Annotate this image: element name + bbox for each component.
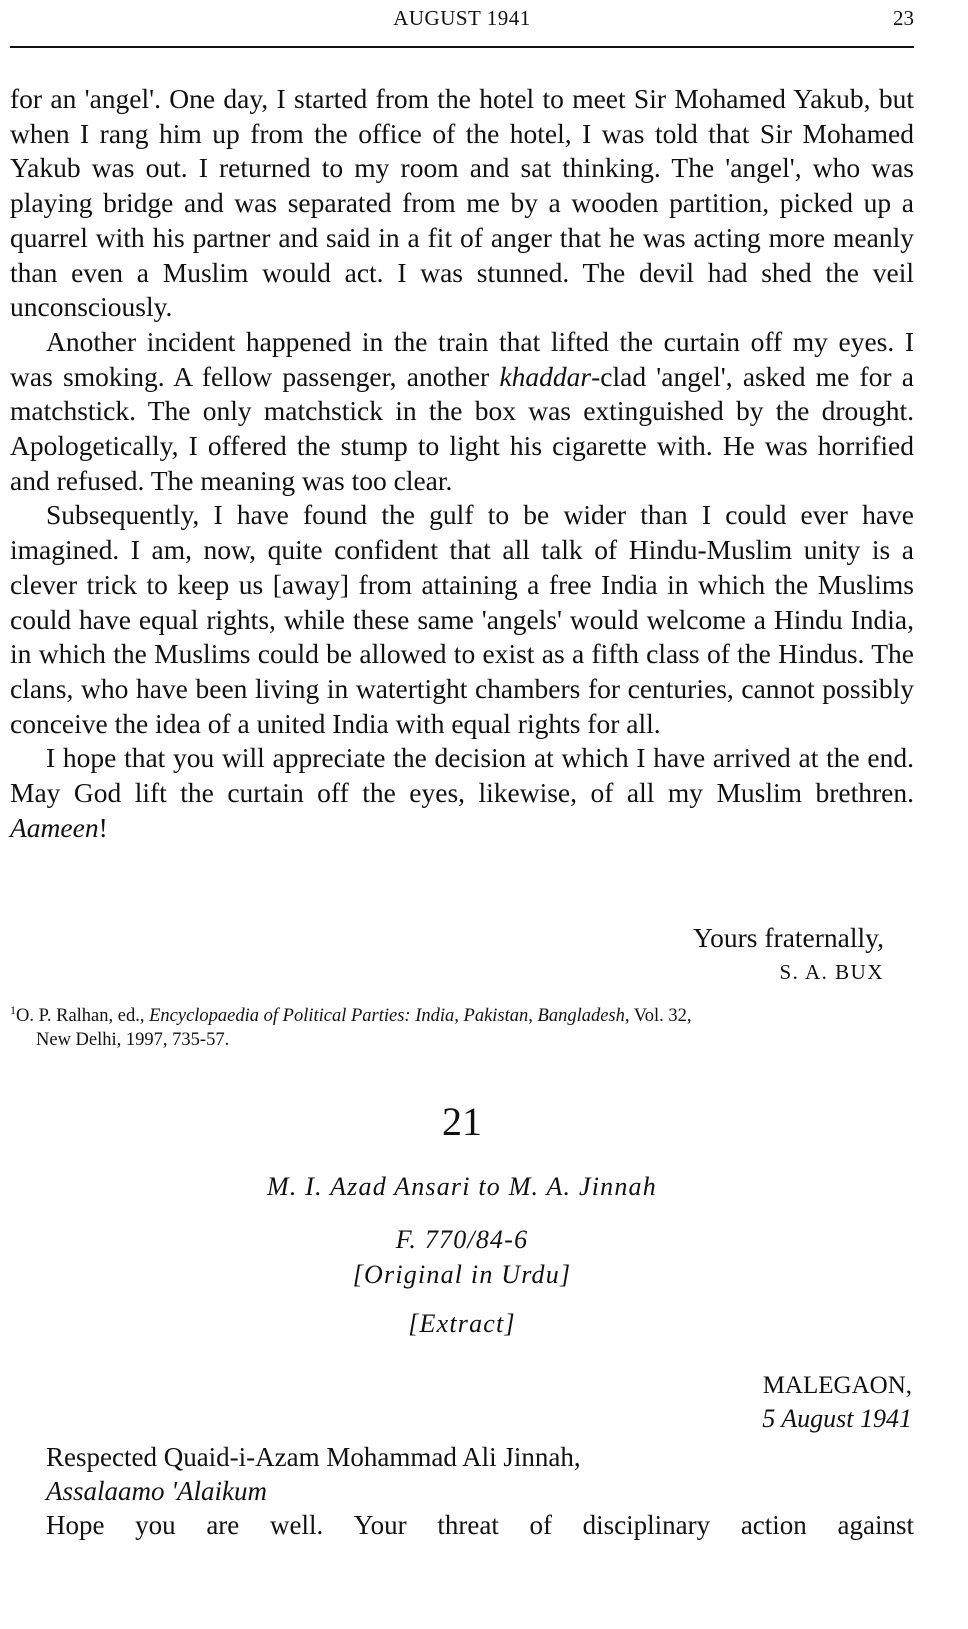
aameen-word: Aameen xyxy=(10,811,99,843)
place-line: MALEGAON, xyxy=(762,1372,912,1399)
greeting xyxy=(46,1474,914,1508)
page-number: 23 xyxy=(893,6,914,30)
paragraph-4-end: ! xyxy=(98,811,108,843)
footnote-book-title: Encyclopaedia of Political Parties: India, Pakistan, Bangladesh, xyxy=(149,1006,630,1026)
khaddar-word: khaddar xyxy=(499,360,592,392)
footnote-marker: 1 xyxy=(10,1002,16,1017)
footnote-text-b: Vol. 32, xyxy=(629,1006,692,1026)
word: you xyxy=(135,1510,176,1540)
paragraph-2-part-a: Another incident happened in the train that lifted the curtain off my eyes. I was smoking. A fellow passenger, another xyxy=(10,325,914,392)
header-rule xyxy=(10,46,914,48)
word: are xyxy=(206,1510,240,1540)
running-head: AUGUST 1941 xyxy=(393,6,531,30)
footnote xyxy=(10,1004,914,1052)
greeting-text: Assalaamo 'Alaikum xyxy=(46,1476,268,1506)
word: Your xyxy=(353,1510,407,1540)
word: threat xyxy=(437,1510,499,1540)
paragraph-2-part-b: -clad 'angel', asked me for a matchstick. The only matchstick in the box was extinguished by the drought. Apologetically, I offered the stump to light his cigarette with. He was horrified and refused. The meaning was too clear. xyxy=(10,360,914,496)
extract-note: [Extract] xyxy=(408,1309,516,1338)
paragraph-3: Subsequently, I have found the gulf to be wider than I could ever have imagined. I am, now, quite confident that all talk of Hindu-Muslim unity is a clever trick to keep us [away] from attaining a free India in which the Muslims could have equal rights, while these same 'angels' would welcome a Hindu India, in which the Muslims could be allowed to exist as a fifth class of the Hindus. The clans, who have been living in watertight chambers for centuries, cannot possibly conceive the idea of a united India with equal rights for all. xyxy=(10,499,914,739)
footnote-line-2: New Delhi, 1997, 735-57. xyxy=(36,1030,230,1050)
paragraph-2 xyxy=(10,325,914,499)
word: action xyxy=(740,1510,807,1540)
original-language-note: [Original in Urdu] xyxy=(352,1260,572,1289)
paragraph-4-text: I hope that you will appreciate the decision at which I have arrived at the end. May God lift the curtain off the eyes, likewise, of all my Muslim brethren. xyxy=(10,742,914,809)
page-header xyxy=(10,0,914,46)
letter-21-body xyxy=(46,1440,914,1542)
word: of xyxy=(529,1510,552,1540)
signatory: S. A. BUX xyxy=(779,960,884,984)
footnote-line-1 xyxy=(10,1004,914,1028)
letter-continuation xyxy=(10,82,914,845)
closing-phrase: Yours fraternally, xyxy=(693,922,884,953)
word: Hope xyxy=(46,1510,105,1540)
document-heading: M. I. Azad Ansari to M. A. Jinnah xyxy=(267,1172,657,1201)
paragraph-4 xyxy=(10,741,914,845)
document-number: 21 xyxy=(442,1099,482,1144)
file-reference: F. 770/84-6 xyxy=(395,1225,529,1254)
word: well. xyxy=(269,1510,324,1540)
salutation: Respected Quaid-i-Azam Mohammad Ali Jinnah, xyxy=(46,1442,581,1472)
date-line: 5 August 1941 xyxy=(762,1404,912,1433)
footnote-text-a: O. P. Ralhan, ed., xyxy=(16,1006,150,1026)
paragraph-1: for an 'angel'. One day, I started from the hotel to meet Sir Mohamed Yakub, but when I rang him up from the office of the hotel, I was told that Sir Mohamed Yakub was out. I returned to my room and sat thinking. The 'angel', who was playing bridge and was separated from me by a wooden partition, picked up a quarrel with his partner and said in a fit of anger that he was acting more meanly than even a Muslim would act. I was stunned. The devil had shed the veil unconsciously. xyxy=(10,83,914,323)
letter-first-line xyxy=(46,1508,914,1542)
word: against xyxy=(837,1510,914,1540)
word: disciplinary xyxy=(582,1510,711,1540)
